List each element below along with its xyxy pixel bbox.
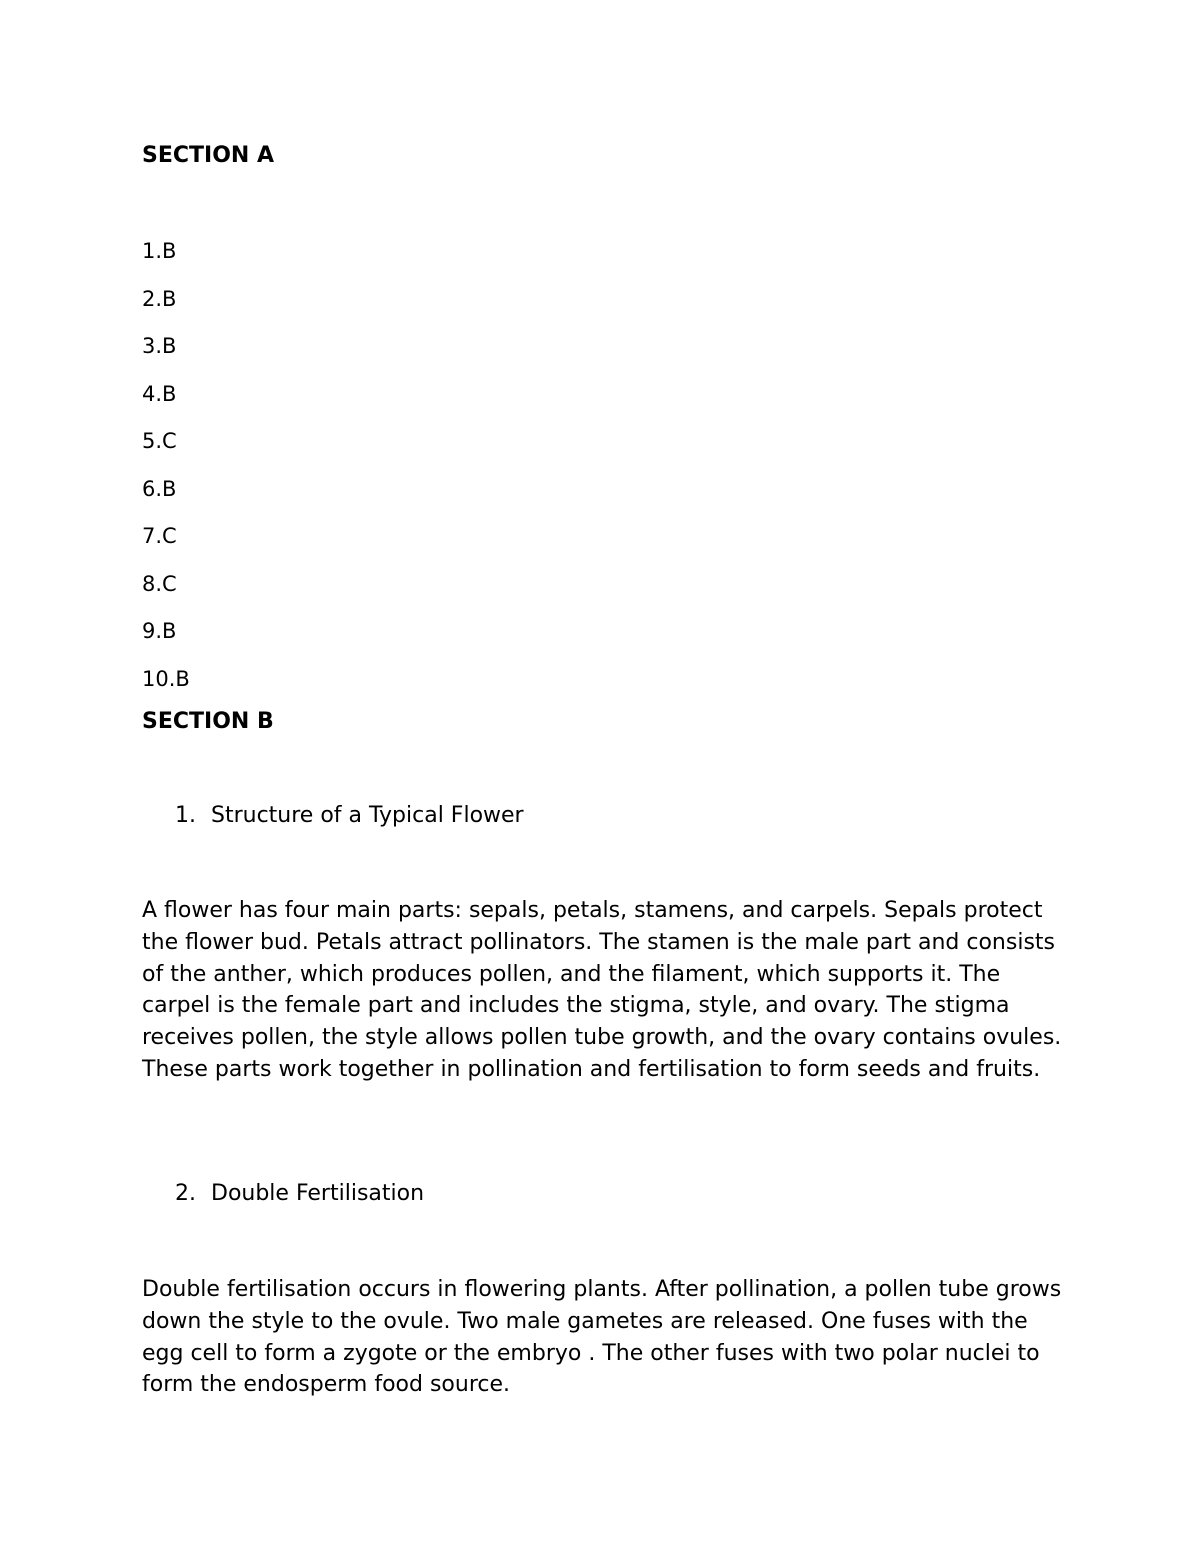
question-1-heading: [175, 803, 524, 829]
section-b-title: SECTION B: [142, 709, 274, 734]
answer-item: 2.B: [142, 286, 177, 311]
answer-item: 8.C: [142, 571, 177, 596]
question-number: 2.: [175, 1181, 196, 1206]
answer-item: 7.C: [142, 524, 177, 548]
section-a-answer-list: [142, 238, 190, 713]
question-number: 1.: [175, 803, 196, 828]
answer-item: 10.B: [142, 666, 190, 691]
question-1-answer: A flower has four main parts: sepals, petals, stamens, and carpels. Sepals protect the flower bud. Petals attract pollinators. The stamen is the male part and consists of the anther, which produces pollen, and the filament, which supports it. The carpel is the female part and includes the stigma, style, and ovary. The stigma receives pollen, the style allows pollen tube growth, and the ovary contains ovules. These parts work together in pollination and fertilisation to form seeds and fruits.: [142, 898, 1062, 1082]
answer-item: 5.C: [142, 429, 177, 453]
question-2-answer: Double fertilisation occurs in flowering plants. After pollination, a pollen tube grows down the style to the ovule. Two male gametes are released. One fuses with the egg cell to form a zygote or the embryo . The other fuses with two polar nuclei to form the endosperm food source.: [142, 1277, 1062, 1398]
question-heading-text: Structure of a Typical Flower: [211, 803, 524, 828]
answer-item: 9.B: [142, 619, 177, 643]
question-2-heading: [175, 1181, 424, 1207]
answer-item: 6.B: [142, 476, 177, 501]
answer-item: 4.B: [142, 381, 177, 406]
section-a-title: SECTION A: [142, 143, 275, 168]
answer-item: 3.B: [142, 334, 177, 358]
answer-item: 1.B: [142, 239, 177, 263]
question-heading-text: Double Fertilisation: [211, 1181, 425, 1206]
